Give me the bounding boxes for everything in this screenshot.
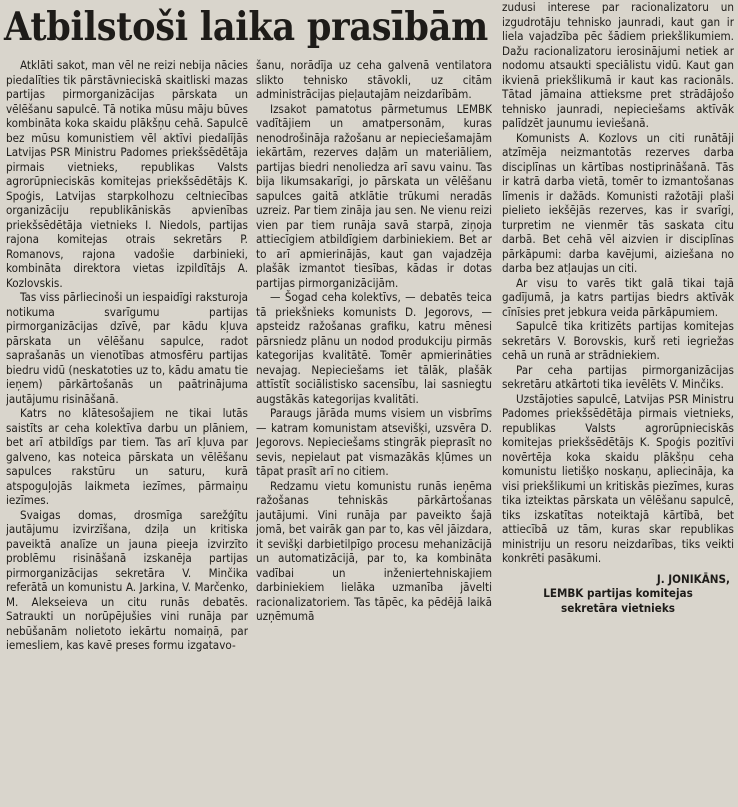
paragraph: Izsakot pamatotus pārmetumus LEMBK vadītājiem un amatpersonām, kuras nenodrošināja ražošanu ar nepieciešamajām iekārtām, rezerves daļām un materiāliem, partijas biedri nenoliedza arī savu vainu. Tas bija likumsakarīgi, jo pārskata un vēlēšanu sapulces gaitā atklātie trūkumi neradās uzreiz. Par tiem zināja jau sen. Ne vienu reizi vien par tiem runāja savā starpā, ziņoja attiecīgiem atbildīgiem darbiniekiem. Bet ar to arī apmierinājās, kaut gan vajadzēja plašāk izmantot tiesības, kādas ir dotas partijas pirmorganizācijām. (256, 101, 492, 290)
paragraph: Svaigas domas, drosmīga sarežģītu jautājumu izvirzīšana, dziļa un kritiska paveiktā analīze un jauna pieeja izvirzīto problēmu risināšanā izskanēja partijas pirmorganizācijas sekretāra V. Minčika referātā un komunistu A. Jarkina, V. Marčenko, M. Alekseieva un citu runās debatēs. Satraukti un norūpējušies vini runāja par nebūšanām nolietoto iekārtu nomaiņā, par iemesliem, kas kavē preses formu izgatavo- (6, 507, 248, 652)
author-name: J. JONIKĀNS, (656, 571, 730, 586)
article-headline: Atbilstoši laika prasībām (4, 4, 488, 50)
paragraph: Komunists A. Kozlovs un citi runātāji atzīmēja neizmantotās rezerves darba disciplīnas un kārtības nostiprināšanā. Tās ir katrā darba vietā, tomēr to izmantošanas līmenis ir dažāds. Komunisti ražotāji plaši pielieto iekšējās rezerves, kas ir svarīgi, turpretim ne vienmēr tās saskata citu darbā. Bet cehā vēl aizvien ir disciplīnas pārkāpumi: darba kavējumi, aiziešana no darba bez atļaujas un citi. (502, 130, 734, 275)
article-column-3 (502, 0, 734, 807)
paragraph: šanu, norādīja uz ceha galvenā ventilatora slikto tehnisko stāvokli, uz citām administrācijas pieļautajām neizdarībām. (256, 58, 492, 101)
paragraph: Uzstājoties sapulcē, Latvijas PSR Ministru Padomes priekšsēdētāja pirmais vietnieks, republikas Valsts agrorūpnieciskās komitejas priekšsēdētājs K. Spoģis pozitīvi novērtēja koka skaidu plākšņu ceha komunistu lietišķo noskaņu, apliecināja, ka visi priekšlikumi un kritiskās piezīmes, kuras tika izteiktas pārskata un vēlēšanu sapulcē, tiks izskatītas noteiktajā kārtībā, bet attiecībā uz tām, kuras skar republikas ministriju un resoru neizdarības, tiks veikti konkrēti pasākumi. (502, 391, 734, 565)
paragraph: Atklāti sakot, man vēl ne reizi nebija nācies piedalīties tik pārstāvnieciskā skaitliski mazas partijas pirmorganizācijas pārskata un vēlēšanu sapulcē. Tā notika mūsu māju būves kombināta koka skaidu plākšņu cehā. Sapulcē bez mūsu komunistiem vēl aktīvi piedalījās Latvijas PSR Ministru Padomes priekšsēdētāja pirmais vietnieks, republikas Valsts agrorūpnieciskās komitejas priekšsēdētājs K. Spoģis, Latvijas starpkolhozu celtniecības organizāciju republikāniskās apvienības priekšsēdētāja vietnieks I. Niedols, partijas rajona komitejas otrais sekretārs P. Romanovs, rajona vadošie darbinieki, kombināta direktora vietas izpildītājs A. Kozlovskis. (6, 58, 248, 290)
paragraph: Sapulcē tika kritizēts partijas komitejas sekretārs V. Borovskis, kurš reti iegriežas cehā un runā ar strādniekiem. (502, 319, 734, 362)
paragraph: zudusi interese par racionalizatoru un izgudrotāju tehnisko jaunradi, kaut gan ir liela vajadzība pēc šādiem priekšlikumiem. Dažu racionalizatoru ierosinājumi netiek ar nodomu atsaukti speciālistu vidū. Kaut gan ikvienā priekšlikumā ir kaut kas racionāls. Tātad jāmaina attieksme pret strādājošo tehnisko jaunradi, nepieciešams aktīvāk palīdzēt jaunumu ieviešanā. (502, 0, 734, 130)
paragraph: Katrs no klātesošajiem ne tikai lutās saistīts ar ceha kolektīva darbu un plāniem, bet arī atbildīgs par tiem. Tas arī kļuva par galveno, kas noteica pārskata un vēlēšanu sapulces rakstūru un saturu, kurā atspoguļojās laikmeta iezīmes, pārmaiņu iezīmes. (6, 406, 248, 507)
author-role-line-1: LEMBK partijas komitejas (543, 586, 693, 600)
paragraph: Par ceha partijas pirmorganizācijas sekretāru atkārtoti tika ievēlēts V. Minčiks. (502, 362, 734, 391)
article-column-2 (256, 58, 492, 807)
paragraph: Paraugs jārāda mums visiem un visbrīms — katram komunistam atsevišķi, uzsvēra D. Jegorovs. Nepieciešams stingrāk pieprasīt no sevis, nepielaut pat vismazākās kļūmes un tāpat prasīt arī no citiem. (256, 406, 492, 478)
paragraph: Ar visu to varēs tikt galā tikai tajā gadījumā, ja katrs partijas biedrs aktīvāk cīnīsies pret jebkura veida pārkāpumiem. (502, 275, 734, 319)
paragraph: Redzamu vietu komunistu runās ieņēma ražošanas tehniskās pārkārtošanas jautājumi. Vini runāja par paveikto šajā jomā, bet vairāk gan par to, kas vēl jāizdara, it sevišķi darbietilpīgo procesu mehanizācijā un automatizācijā, par to, ka kombināta vadībai un inženiertehniskajiem darbiniekiem lielāka uzmanība jāvelti racionalizatoriem. Tas tāpēc, ka pēdējā laikā uzņēmumā (256, 478, 492, 623)
article-column-1 (6, 58, 248, 807)
paragraph: — Šogad ceha kolektīvs, — debatēs teica tā priekšnieks komunists D. Jegorovs, — apsteidz ražošanas grafiku, katru mēnesi pārsniedz plānu un nodod produkciju pirmās kategorijas kvalitātē. Tomēr apmierināties nevajag. Nepieciešams iet tālāk, plašāk attīstīt sociālistisko sacensību, lai sasniegtu augstākās kategorijas kvalitāti. (256, 290, 492, 406)
author-role-line-2: sekretāra vietnieks (561, 600, 675, 615)
paragraph: Tas viss pārliecinoši un iespaidīgi raksturoja notikuma svarīgumu partijas pirmorganizācijas dzīvē, par kādu kļuva pārskata un vēlēšanu sapulce, radot saprašanās un vienotības atmosfēru partijas biedru vidū (neskatoties uz to, kādu amatu tie ieņem) pārkārtošanās un paātrinājuma jautājumu risināšanā. (6, 290, 248, 406)
